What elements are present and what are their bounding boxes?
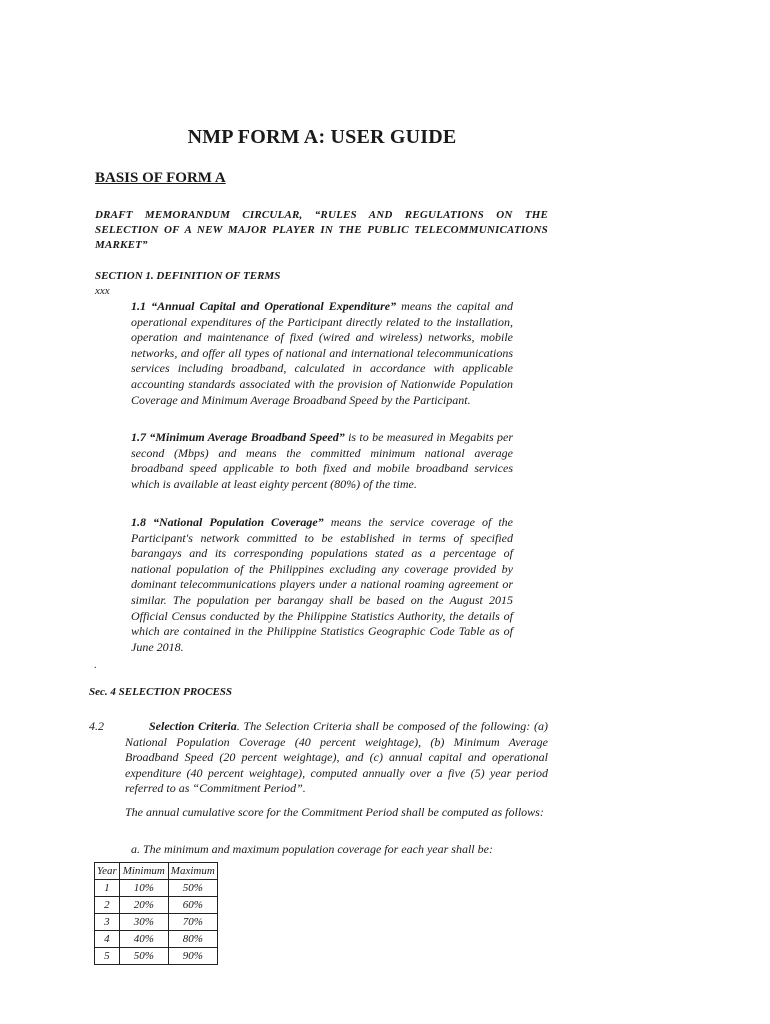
section-4-heading: Sec. 4 SELECTION PROCESS [89,686,233,698]
table-cell: 10% [119,880,168,897]
table-cell: 60% [168,897,217,914]
table-header-row [95,863,218,880]
table-row [95,897,218,914]
definition-term: 1.7 “Minimum Average Broadband Speed” [131,430,345,444]
criteria-text: . The Selection Criteria shall be composed of the following: (a) National Population Coverage (40 percent weightage), (b) Minimum Average Broadband Speed (20 percent weightage), and (c) annual capital and operational expenditure (40 percent weightage), computed annually over a five (5) year period referred to as “Commitment Period”. [125,719,548,796]
table-row [95,880,218,897]
table-row [95,948,218,965]
basis-heading: BASIS OF FORM A [95,170,226,186]
coverage-intro: a. The minimum and maximum population coverage for each year shall be: [131,842,493,856]
definition-text: means the capital and operational expenditures of the Participant directly related to the installation, operation and maintenance of fixed (wired and wireless) networks, mobile networks, and offer all types of national and international telecommunications services including broadband, calculated in accordance with applicable accounting standards associated with the provision of Nationwide Population Coverage and Minimum Average Broadband Speed by the Participant. [131,299,514,407]
selection-criteria-paragraph [125,719,548,797]
table-cell: 80% [168,931,217,948]
table-cell: 3 [95,914,120,931]
table-row [95,914,218,931]
section-1-heading: SECTION 1. DEFINITION OF TERMS [95,270,281,282]
annual-score-paragraph: The annual cumulative score for the Commitment Period shall be computed as follows: [125,805,544,819]
page-title: NMP FORM A: USER GUIDE [187,126,457,148]
separator-dot: . [94,660,97,671]
table-row [95,931,218,948]
definition-term: 1.8 “National Population Coverage” [131,515,324,529]
table-cell: 70% [168,914,217,931]
draft-memorandum-title: DRAFT MEMORANDUM CIRCULAR, “RULES AND REGULATIONS ON THE SELECTION OF A NEW MAJOR PLAYER IN THE PUBLIC TELECOMMUNICATIONS MARKET” [95,209,548,251]
clause-number: 4.2 [89,719,104,733]
column-header-minimum: Minimum [119,863,168,880]
table-cell: 20% [119,897,168,914]
table-cell: 1 [95,880,120,897]
table-cell: 40% [119,931,168,948]
coverage-table [94,862,218,965]
column-header-maximum: Maximum [168,863,217,880]
table-cell: 50% [119,948,168,965]
definition-population-coverage [131,515,513,655]
table-cell: 4 [95,931,120,948]
column-header-year: Year [95,863,120,880]
definition-broadband-speed [131,430,513,492]
table-cell: 90% [168,948,217,965]
table-cell: 50% [168,880,217,897]
definition-text: means the service coverage of the Participant's network committed to be established in terms of specified barangays and its corresponding populations stated as a percentage of national population of the Philippines excluding any coverage provided by dominant telecommunications players under a national roaming agreement or similar. The population per barangay shall be based on the August 2015 Official Census conducted by the Philippine Statistics Authority, the details of which are contained in the Philippine Statistics Geographic Code Table as of June 2018. [131,515,513,654]
definition-text: is to be measured in Megabits per second (Mbps) and means the committed minimum national average broadband speed applicable to both fixed and mobile broadband services which is available at least eighty percent (80%) of the time. [131,430,513,491]
table-cell: 30% [119,914,168,931]
definition-annual-capex [131,299,513,408]
definition-term: 1.1 “Annual Capital and Operational Expenditure” [131,299,397,313]
table-cell: 5 [95,948,120,965]
criteria-term: Selection Criteria [149,719,237,733]
section-1-placeholder: xxx [95,285,110,297]
table-cell: 2 [95,897,120,914]
